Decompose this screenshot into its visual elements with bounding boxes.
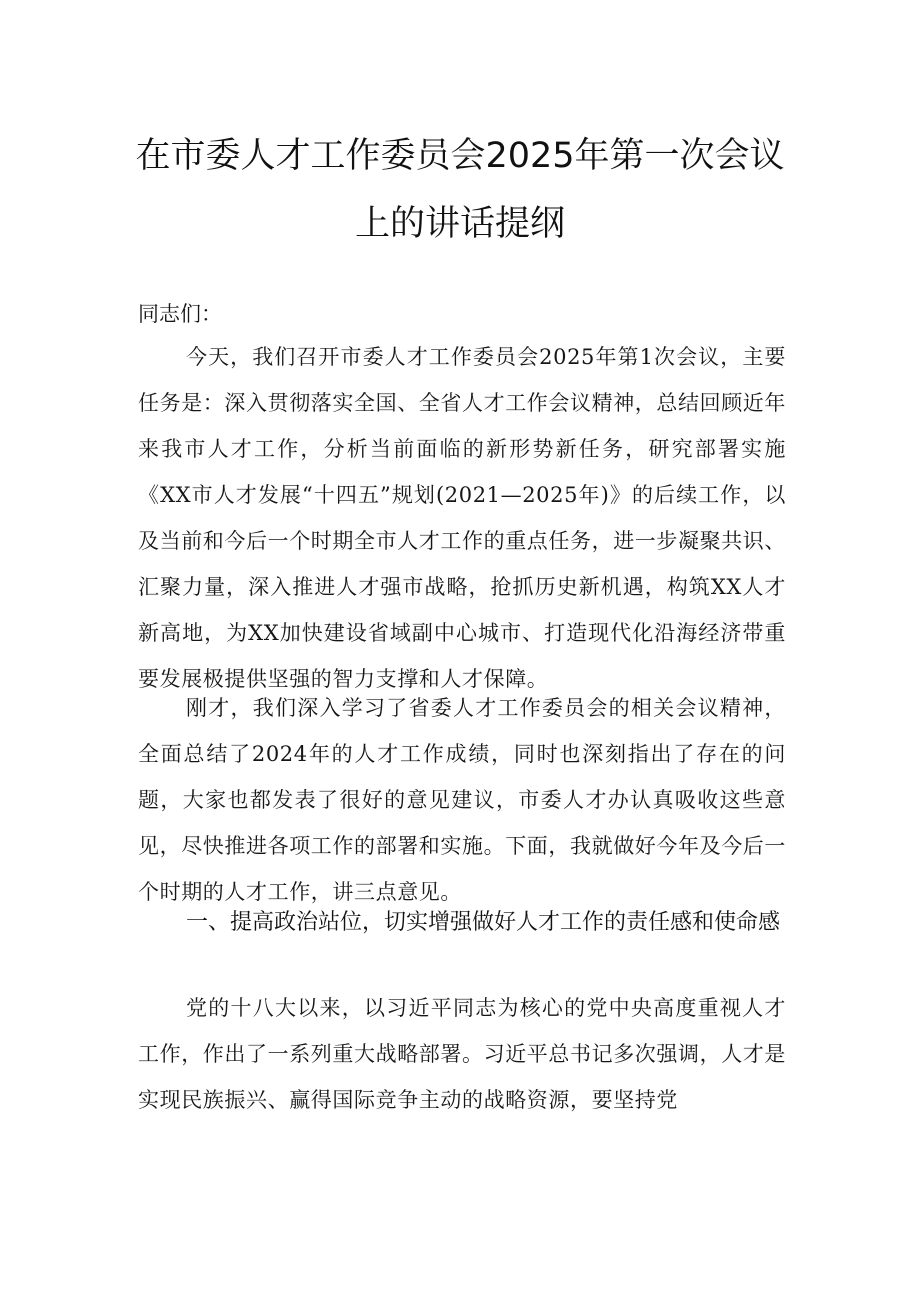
- paragraph-3: 党的十八大以来，以习近平同志为核心的党中央高度重视人才工作，作出了一系列重大战略部署。习近平总书记多次强调，人才是实现民族振兴、赢得国际竞争主动的战略资源，要坚持党: [138, 996, 786, 1112]
- paragraph-2-container: [138, 685, 786, 915]
- paragraph-3-container: [138, 985, 786, 1123]
- document-title-line-1: 在市委人才工作委员会2025年第一次会议: [135, 136, 785, 176]
- paragraph-1-container: [138, 334, 786, 702]
- paragraph-1: 今天，我们召开市委人才工作委员会2025年第1次会议，主要任务是：深入贯彻落实全国、全省人才工作会议精神，总结回顾近年来我市人才工作，分析当前面临的新形势新任务，研究部署实施《XX市人才发展“十四五”规划(2021—2025年)》的后续工作，以及当前和今后一个时期全市人才工作的重点任务，进一步凝聚共识、汇聚力量，深入推进人才强市战略，抢抓历史新机遇，构筑XX人才新高地，为XX加快建设省域副中心城市、打造现代化沿海经济带重要发展极提供坚强的智力支撑和人才保障。: [138, 345, 786, 691]
- document-title-line-2: 上的讲话提纲: [354, 204, 565, 244]
- paragraph-2: 刚才，我们深入学习了省委人才工作委员会的相关会议精神，全面总结了2024年的人才工作成绩，同时也深刻指出了存在的问题，大家也都发表了很好的意见建议，市委人才办认真吸收这些意见，尽快推进各项工作的部署和实施。下面，我就做好今年及今后一个时期的人才工作，讲三点意见。: [138, 696, 786, 904]
- section-heading-1: 一、提高政治站位，切实增强做好人才工作的责任感和使命感: [186, 910, 781, 935]
- salutation: 同志们：: [138, 302, 222, 326]
